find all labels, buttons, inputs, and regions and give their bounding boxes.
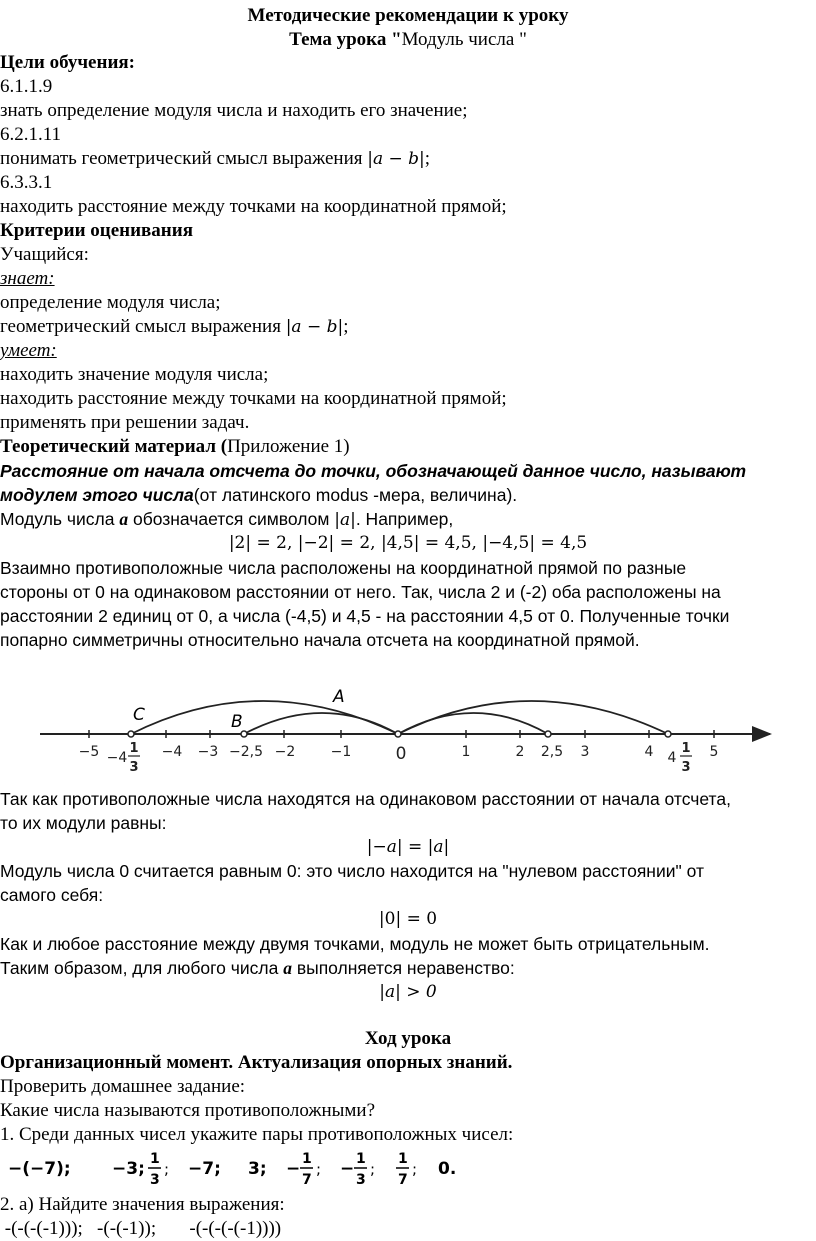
number-item: 3; bbox=[248, 1159, 267, 1179]
svg-text:;: ; bbox=[412, 1160, 418, 1178]
formula-modulus-neg: |−a| = |a| bbox=[366, 837, 450, 857]
criteria-student: Учащийся: bbox=[0, 244, 89, 265]
fraction-denominator: 3 bbox=[681, 760, 691, 775]
paragraph-line: попарно симметричны относительно начала отсчета на координатной прямой. bbox=[0, 630, 640, 650]
point-neg-4-1-3 bbox=[128, 731, 134, 737]
svg-text:7: 7 bbox=[302, 1172, 312, 1188]
paragraph-line: расстоянии 2 единиц от 0, а числа (-4,5) и 4,5 - на расстоянии 4,5 от 0. Полученные точки bbox=[0, 606, 730, 626]
doc-title: Методические рекомендации к уроку bbox=[247, 5, 569, 26]
point-label-a: A bbox=[333, 687, 345, 707]
criteria-heading: Критерии оценивания bbox=[0, 220, 193, 241]
criteria-item: находить значение модуля числа; bbox=[0, 364, 269, 385]
paragraph-line: Модуль числа 0 считается равным 0: это число находится на "нулевом расстоянии" от bbox=[0, 861, 704, 881]
svg-text:3: 3 bbox=[356, 1172, 366, 1188]
number-item: −(−7); bbox=[8, 1159, 71, 1179]
arc-pos-small bbox=[398, 713, 548, 734]
paragraph-line: то их модули равны: bbox=[0, 813, 167, 833]
tick-label: −5 bbox=[78, 744, 100, 760]
tick-label: 5 bbox=[709, 744, 719, 760]
goal-text: понимать геометрический смысл выражения |a − b|; bbox=[0, 148, 431, 169]
lesson-topic: Тема урока "Модуль числа " bbox=[289, 29, 527, 50]
task-2-expressions: -(-(-(-1))); -(-(-1)); -(-(-(-(-1)))) bbox=[0, 1218, 282, 1239]
paragraph-line: Взаимно противоположные числа расположены на координатной прямой по разные bbox=[0, 558, 687, 578]
numbers-list bbox=[0, 1146, 816, 1192]
theory-heading: Теоретический материал (Приложение 1) bbox=[0, 436, 350, 457]
lesson-heading: Ход урока bbox=[364, 1028, 452, 1049]
tick-label: 2,5 bbox=[540, 744, 564, 760]
svg-text:1: 1 bbox=[302, 1151, 312, 1167]
definition-line: модулем этого числа(от латинского modus -мера, величина). bbox=[0, 485, 518, 505]
tick-label: −3 bbox=[197, 744, 219, 760]
tick-label: 4 bbox=[644, 744, 654, 760]
number-item: −3; bbox=[112, 1159, 145, 1179]
formula-inequality: |a| > 0 bbox=[379, 982, 437, 1002]
tick-label: 3 bbox=[580, 744, 590, 760]
frac-den: 3 bbox=[150, 1172, 160, 1188]
question-opposite: Какие числа называются противоположными? bbox=[0, 1100, 376, 1121]
criteria-item: геометрический смысл выражения |a − b|; bbox=[0, 316, 349, 337]
tick-label: 1 bbox=[461, 744, 471, 760]
svg-text:;: ; bbox=[316, 1160, 322, 1178]
goals-heading: Цели обучения: bbox=[0, 52, 135, 73]
fraction-denominator: 3 bbox=[129, 760, 139, 775]
goal-text: знать определение модуля числа и находить его значение; bbox=[0, 100, 468, 121]
goal-code: 6.3.3.1 bbox=[0, 172, 53, 193]
tick-label: −1 bbox=[330, 744, 352, 760]
criteria-item: определение модуля числа; bbox=[0, 292, 221, 313]
task-1: 1. Среди данных чисел укажите пары противоположных чисел: bbox=[0, 1124, 514, 1145]
frac-num: 1 bbox=[150, 1151, 160, 1167]
task-2: 2. а) Найдите значения выражения: bbox=[0, 1194, 285, 1215]
svg-text:1: 1 bbox=[356, 1151, 366, 1167]
paragraph-line: Так как противоположные числа находятся на одинаковом расстоянии от начала отсчета, bbox=[0, 789, 731, 809]
examples-formula: |2| = 2, |−2| = 2, |4,5| = 4,5, |−4,5| = 4,5 bbox=[228, 533, 588, 553]
number-item: 0. bbox=[438, 1159, 457, 1179]
paragraph-line: стороны от 0 на одинаковом расстоянии от него. Так, числа 2 и (-2) оба расположены на bbox=[0, 582, 721, 602]
paragraph-line: Таким образом, для любого числа a выполняется неравенство: bbox=[0, 958, 515, 978]
number-item: − bbox=[286, 1159, 301, 1179]
formula-modulus-zero: |0| = 0 bbox=[378, 909, 438, 929]
paragraph-line: Как и любое расстояние между двумя точками, модуль не может быть отрицательным. bbox=[0, 934, 710, 954]
check-homework: Проверить домашнее задание: bbox=[0, 1076, 246, 1097]
criteria-item: находить расстояние между точками на координатной прямой; bbox=[0, 388, 507, 409]
fraction-numerator: 1 bbox=[129, 741, 139, 756]
number-item: − bbox=[340, 1159, 355, 1179]
mixed-whole-neg: −4 bbox=[106, 750, 128, 766]
svg-text:;: ; bbox=[164, 1160, 170, 1178]
notation-line: Модуль числа a обозначается символом |a|. Например, bbox=[0, 509, 454, 530]
goal-code: 6.1.1.9 bbox=[0, 76, 53, 97]
tick-label: 0 bbox=[395, 744, 407, 764]
point-label-b: B bbox=[231, 712, 243, 732]
point-2-5 bbox=[545, 731, 551, 737]
criteria-item: применять при решении задач. bbox=[0, 412, 250, 433]
svg-text:1: 1 bbox=[398, 1151, 408, 1167]
point-label-c: C bbox=[133, 705, 145, 725]
definition-line: Расстояние от начала отсчета до точки, обозначающей данное число, называют bbox=[0, 461, 747, 481]
fraction-numerator: 1 bbox=[681, 741, 691, 756]
tick-label: −2,5 bbox=[229, 744, 263, 760]
criteria-can-label: умеет: bbox=[0, 340, 57, 361]
mixed-whole-pos: 4 bbox=[667, 750, 677, 766]
svg-text:;: ; bbox=[370, 1160, 376, 1178]
point-zero bbox=[395, 731, 401, 737]
goal-text: находить расстояние между точками на координатной прямой; bbox=[0, 196, 507, 217]
point-4-1-3 bbox=[665, 731, 671, 737]
goal-code: 6.2.1.11 bbox=[0, 124, 62, 145]
tick-label: −2 bbox=[274, 744, 296, 760]
tick-label: −4 bbox=[161, 744, 183, 760]
criteria-knows-label: знает: bbox=[0, 268, 55, 289]
number-item: −7; bbox=[188, 1159, 221, 1179]
tick-label: 2 bbox=[515, 744, 525, 760]
svg-text:7: 7 bbox=[398, 1172, 408, 1188]
org-moment-heading: Организационный момент. Актуализация опорных знаний. bbox=[0, 1052, 513, 1073]
number-line-figure bbox=[0, 676, 816, 782]
paragraph-line: самого себя: bbox=[0, 885, 104, 905]
arc-neg-small bbox=[244, 713, 398, 734]
